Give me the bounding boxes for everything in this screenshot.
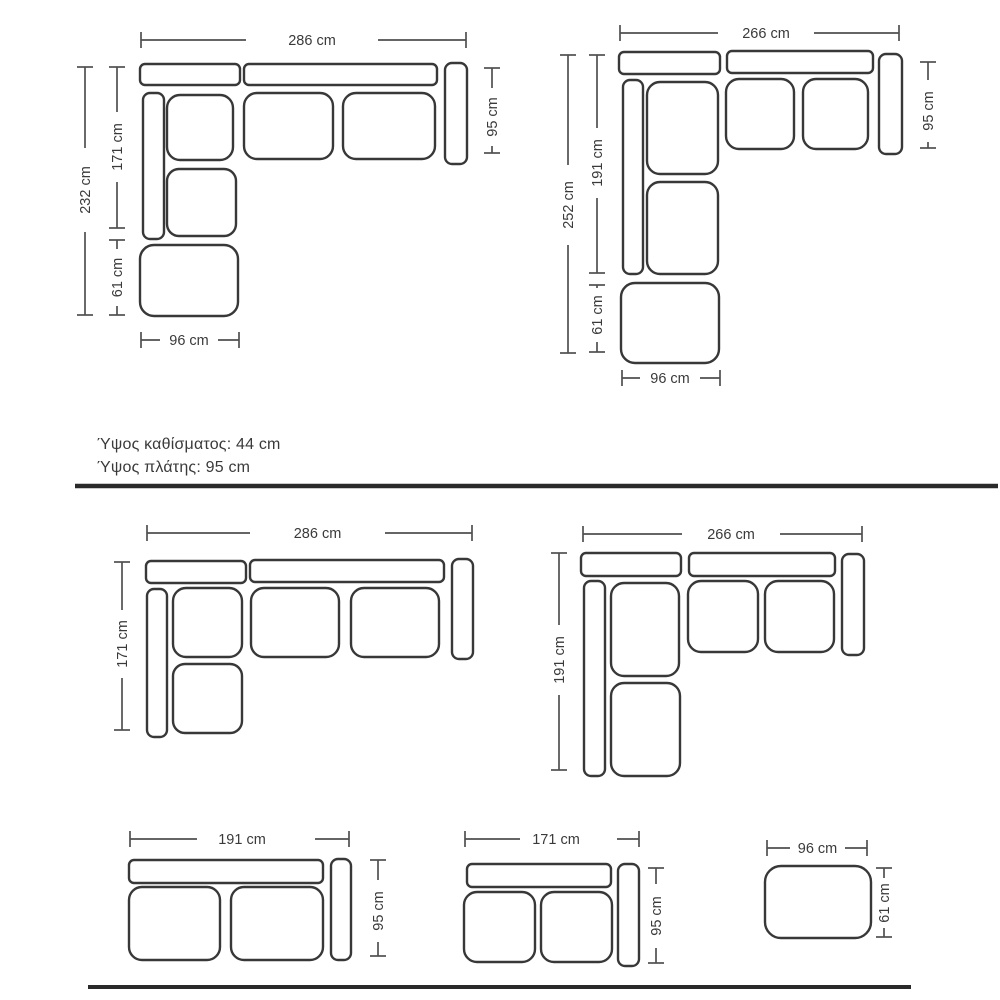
seat-cushion-2 [803,79,868,149]
dim-seat-depth [648,868,665,963]
dim-ottoman-width-label: 96 cm [650,371,690,387]
dim-total-width [465,831,639,848]
lower-seat-cushion [173,664,242,733]
right-armrest [842,554,864,655]
dim-seat-depth-label: 95 cm [371,891,387,931]
corner-sofa-286x171 [114,525,473,737]
corner-seat-cushion [647,82,718,174]
corner-sofa-266x191 [551,526,864,776]
dim-seat-depth [920,62,937,148]
dim-chaise-length [109,67,126,228]
dim-chaise-length-label: 171 cm [110,123,126,171]
left-backrest [147,589,167,737]
left-backrest [584,581,605,776]
backrest-strip-right [250,560,444,582]
backrest-strip [467,864,611,887]
dim-total-width [583,526,862,543]
dim-chaise-length-label: 171 cm [115,620,131,668]
seat-cushion-1 [251,588,339,657]
right-armrest [452,559,473,659]
dim-total-width-label: 191 cm [218,832,266,848]
dim-total-width-label: 266 cm [707,527,755,543]
dim-total-depth [77,67,94,315]
dim-total-width [130,831,349,848]
dim-ottoman-depth-label: 61 cm [590,295,606,335]
seat-cushion-1 [129,887,220,960]
dim-ottoman-width [767,840,867,857]
right-armrest [879,54,902,154]
backrest-strip-left [146,561,246,583]
dim-chaise-length [589,55,606,273]
dim-chaise-length-label: 191 cm [590,139,606,187]
corner-seat-cushion [611,583,679,676]
backrest-strip [129,860,323,883]
corner-seat-cushion [173,588,242,657]
right-armrest [618,864,639,966]
dim-ottoman-depth [589,285,606,352]
corner-sofa-266x252 [560,25,937,387]
backrest-strip-right [244,64,437,85]
seat-cushion-1 [464,892,535,962]
dim-ottoman-width [141,332,239,349]
sofa-191x95 [129,831,387,960]
backrest-strip-left [619,52,720,74]
dim-ottoman-depth-label: 61 cm [877,883,893,923]
dim-total-depth-label: 252 cm [561,181,577,229]
notes-block [97,433,281,479]
seat-height-note: Ύψος καθίσματος: 44 cm [97,436,281,453]
seat-cushion-1 [726,79,794,149]
dim-ottoman-depth [109,240,126,315]
ottoman-cushion [140,245,238,316]
dim-ottoman-width-label: 96 cm [797,841,838,857]
back-height-note: Ύψος πλάτης: 95 cm [97,459,251,476]
seat-cushion-2 [231,887,323,960]
dim-ottoman-depth-label: 61 cm [110,257,126,298]
dim-seat-depth-label: 95 cm [485,97,501,137]
left-backrest [623,80,643,274]
lower-seat-cushion [647,182,718,274]
lower-seat-cushion [611,683,680,776]
right-armrest [445,63,467,164]
dim-seat-depth-label: 95 cm [649,896,665,936]
seat-cushion-2 [343,93,435,159]
seat-cushion-2 [765,581,834,652]
backrest-strip-left [140,64,240,85]
dim-seat-depth-label: 95 cm [921,91,937,131]
corner-sofa-286x232 [77,32,501,349]
right-armrest [331,859,351,960]
dim-chaise-length [551,553,568,770]
dim-ottoman-width-label: 96 cm [169,333,209,349]
dim-total-depth-label: 232 cm [78,166,94,214]
seat-cushion-1 [688,581,758,652]
dim-ottoman-depth [876,868,893,937]
dim-seat-depth [484,68,501,153]
dim-chaise-length [114,562,131,730]
dim-total-width [620,25,899,42]
dim-chaise-length-label: 191 cm [552,636,568,684]
ottoman-cushion [765,866,871,938]
corner-seat-cushion [167,95,233,160]
sofa-171x95 [464,831,665,966]
seat-cushion-2 [541,892,612,962]
left-backrest [143,93,164,239]
dim-total-width-label: 171 cm [532,832,580,848]
ottoman-cushion [621,283,719,363]
dim-total-depth [560,55,577,353]
dim-total-width [141,32,466,49]
seat-cushion-1 [244,93,333,159]
ottoman-96x61 [765,840,893,938]
dim-total-width [147,525,472,542]
dim-total-width-label: 286 cm [293,526,342,542]
dim-seat-depth [370,860,387,956]
backrest-strip-left [581,553,681,576]
lower-seat-cushion [167,169,236,236]
dim-ottoman-width [622,370,720,387]
dim-total-width-label: 286 cm [288,33,336,49]
seat-cushion-2 [351,588,439,657]
backrest-strip-right [727,51,873,73]
dim-total-width-label: 266 cm [742,26,790,42]
backrest-strip-right [689,553,835,576]
